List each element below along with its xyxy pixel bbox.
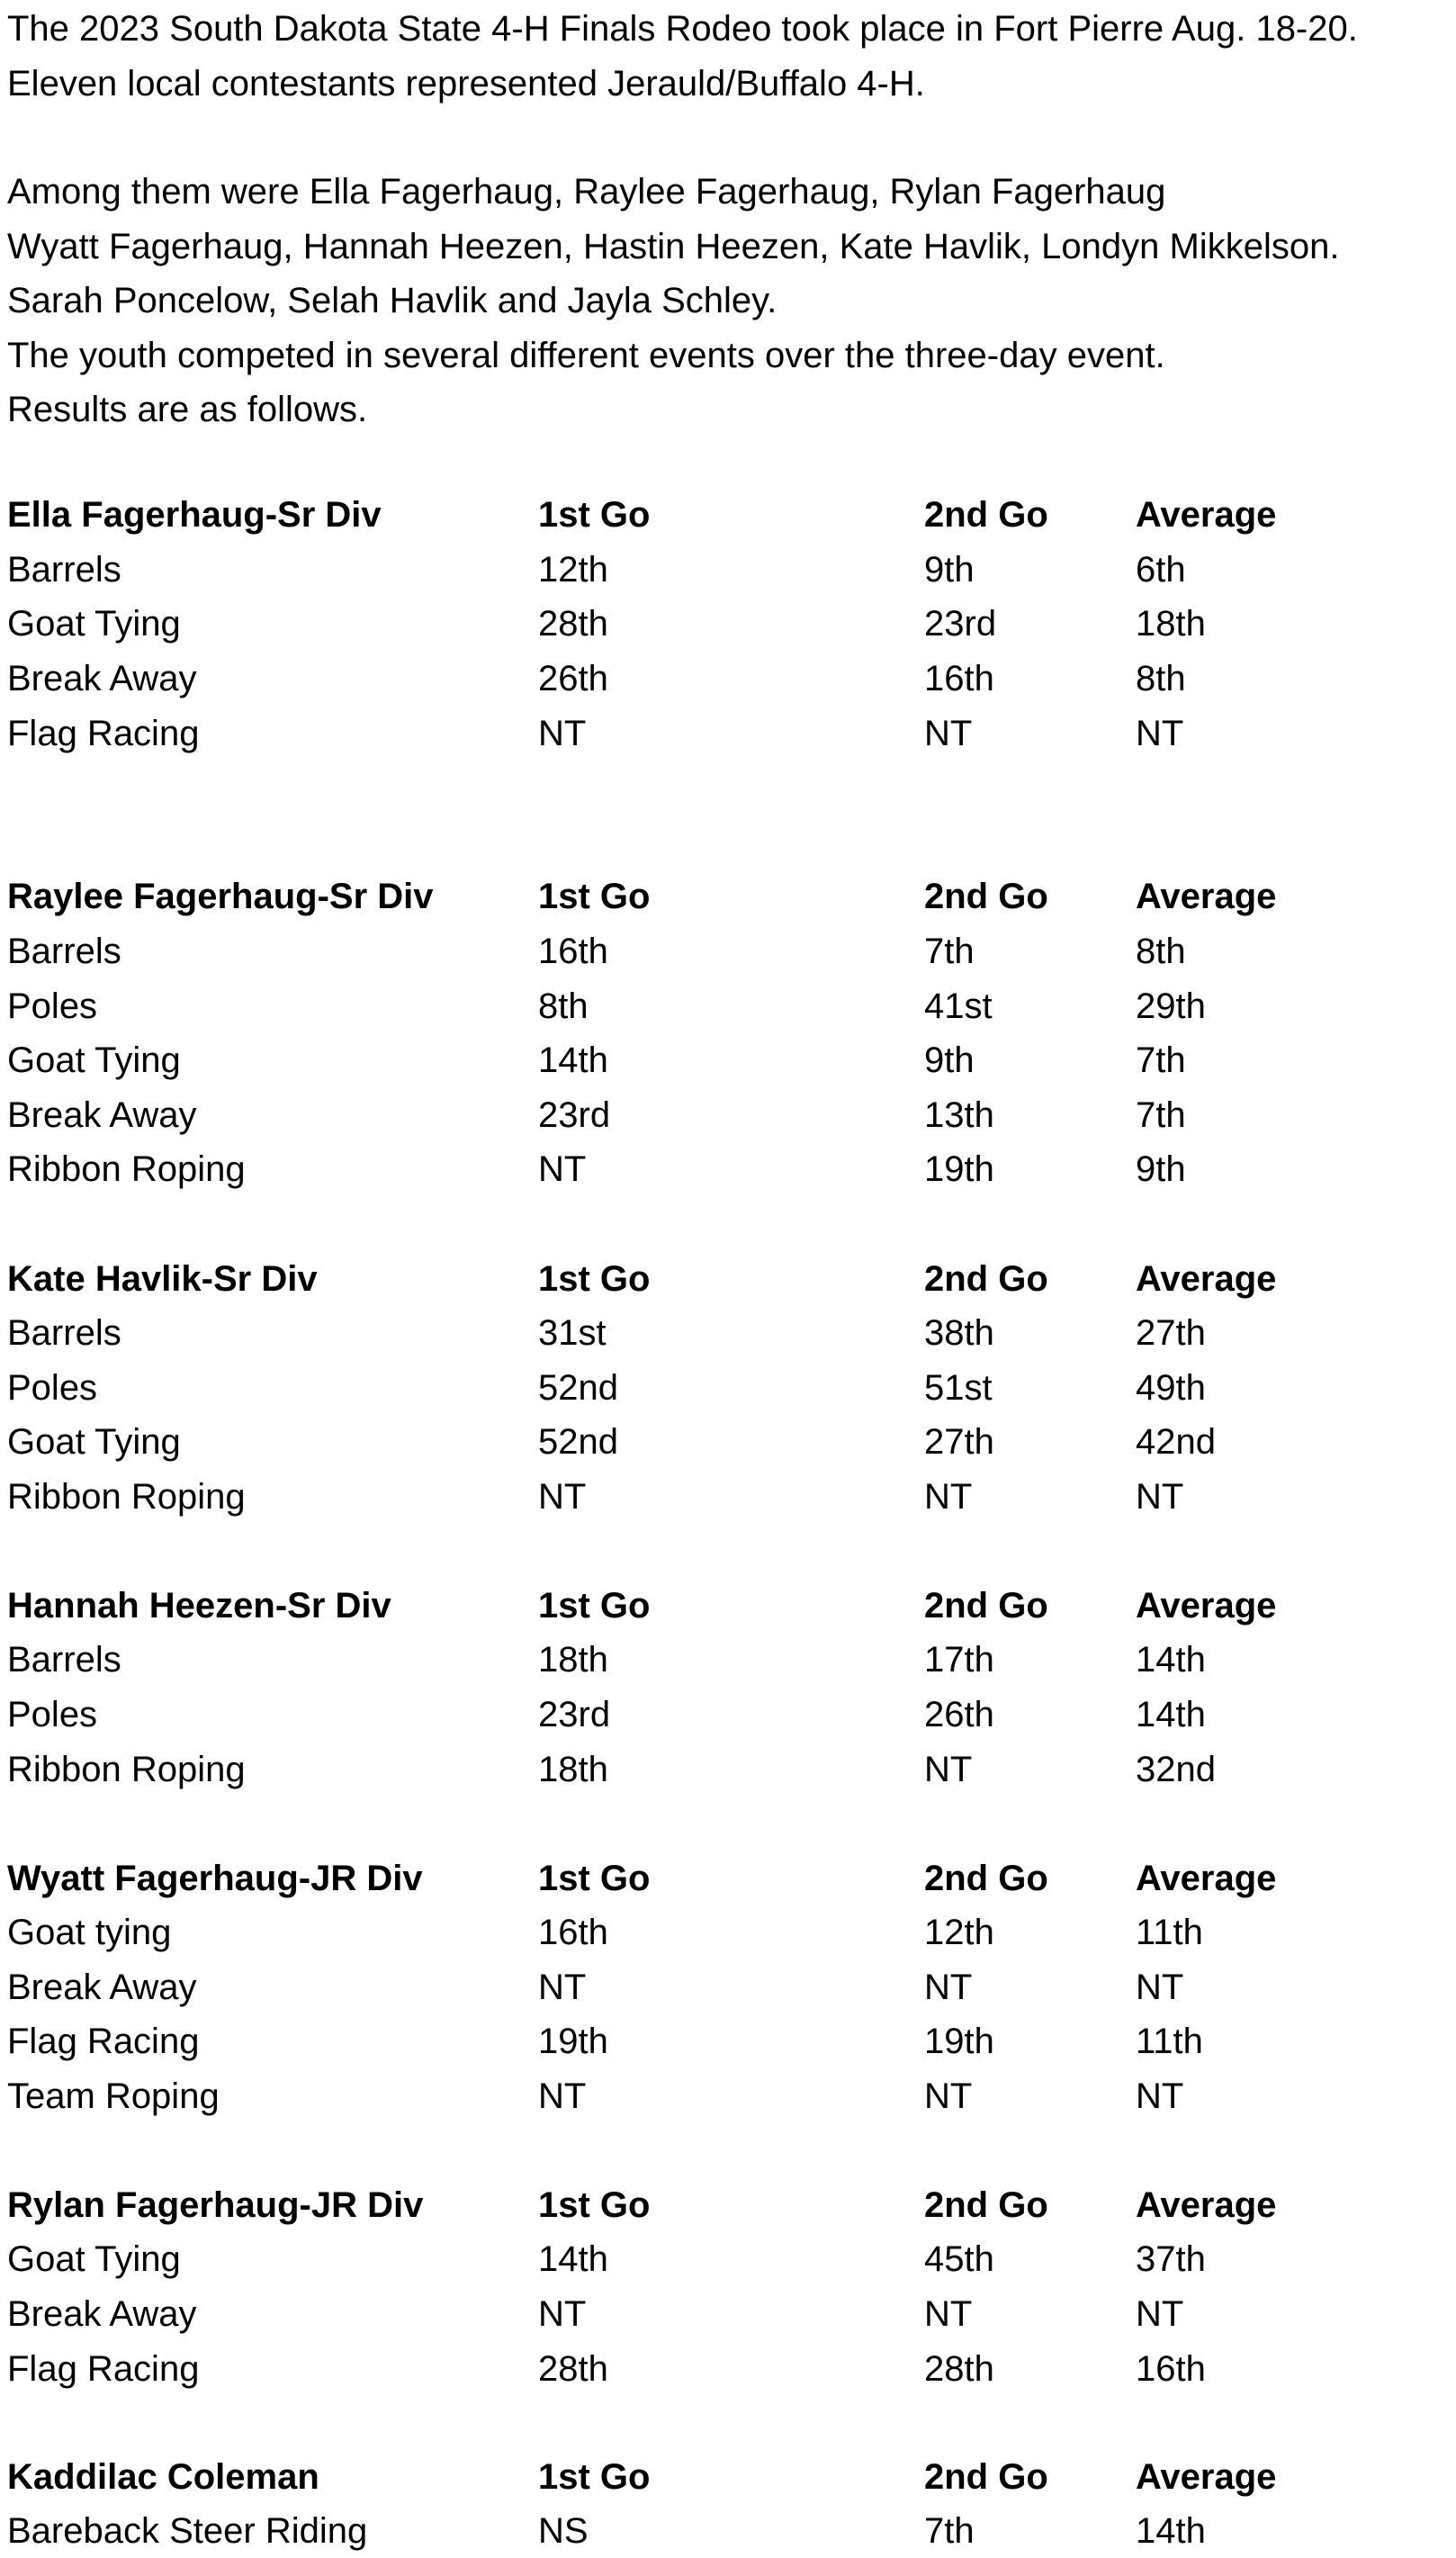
event-name: Break Away bbox=[7, 1968, 197, 2007]
contestant-name: Rylan Fagerhaug-JR Div bbox=[7, 2185, 424, 2225]
event-name: Barrels bbox=[7, 1640, 121, 1680]
event-name: Team Roping bbox=[7, 2076, 220, 2116]
table-row bbox=[7, 1088, 1447, 1142]
col-header-1st-go: 1st Go bbox=[538, 877, 651, 916]
result-average: NT bbox=[1136, 714, 1184, 753]
result-1st-go: 28th bbox=[538, 2349, 608, 2389]
result-average: 6th bbox=[1136, 550, 1186, 590]
col-header-average: Average bbox=[1136, 2185, 1277, 2225]
result-1st-go: NT bbox=[538, 1149, 587, 1189]
table-row bbox=[7, 543, 1447, 597]
result-2nd-go: NT bbox=[924, 1750, 973, 1789]
result-average: NT bbox=[1136, 2294, 1184, 2334]
result-1st-go: 52nd bbox=[538, 1422, 618, 1462]
col-header-2nd-go: 2nd Go bbox=[924, 877, 1048, 916]
event-name: Poles bbox=[7, 1368, 98, 1408]
result-average: NT bbox=[1136, 1477, 1184, 1517]
table-row bbox=[7, 1361, 1447, 1415]
event-name: Barrels bbox=[7, 932, 121, 971]
result-2nd-go: 51st bbox=[924, 1368, 993, 1408]
contestant-name: Kate Havlik-Sr Div bbox=[7, 1259, 318, 1299]
event-name: Bareback Steer Riding bbox=[7, 2511, 368, 2551]
event-name: Ribbon Roping bbox=[7, 1149, 246, 1189]
result-2nd-go: 23rd bbox=[924, 604, 997, 644]
event-name: Break Away bbox=[7, 659, 197, 698]
table-row bbox=[7, 979, 1447, 1033]
result-1st-go: 16th bbox=[538, 1913, 608, 1952]
result-2nd-go: 7th bbox=[924, 2511, 975, 2551]
col-header-2nd-go: 2nd Go bbox=[924, 495, 1048, 535]
result-2nd-go: 45th bbox=[924, 2239, 994, 2279]
result-1st-go: 18th bbox=[538, 1640, 608, 1680]
result-2nd-go: 9th bbox=[924, 550, 975, 590]
result-1st-go: 14th bbox=[538, 1040, 608, 1080]
contestant-name: Wyatt Fagerhaug-JR Div bbox=[7, 1859, 423, 1898]
event-name: Goat tying bbox=[7, 1913, 172, 1952]
section-header-wyatt bbox=[7, 1851, 1447, 1905]
table-row bbox=[7, 1142, 1447, 1196]
event-name: Goat Tying bbox=[7, 1422, 181, 1462]
col-header-average: Average bbox=[1136, 1259, 1277, 1299]
contestant-name: Kaddilac Coleman bbox=[7, 2457, 319, 2497]
intro-paragraph-2 bbox=[7, 165, 1339, 437]
result-average: 11th bbox=[1136, 1913, 1203, 1952]
table-row bbox=[7, 1905, 1447, 1959]
event-name: Goat Tying bbox=[7, 2239, 181, 2279]
event-name: Poles bbox=[7, 1695, 98, 1734]
event-name: Flag Racing bbox=[7, 2349, 200, 2389]
section-header-hannah bbox=[7, 1579, 1447, 1633]
intro-paragraph-1 bbox=[7, 2, 1358, 111]
result-2nd-go: 27th bbox=[924, 1422, 994, 1462]
result-1st-go: 8th bbox=[538, 986, 589, 1026]
result-1st-go: 31st bbox=[538, 1313, 607, 1353]
result-average: 27th bbox=[1136, 1313, 1206, 1353]
event-name: Break Away bbox=[7, 1095, 197, 1135]
table-row bbox=[7, 1743, 1447, 1797]
event-name: Goat Tying bbox=[7, 604, 181, 644]
table-row bbox=[7, 2014, 1447, 2068]
col-header-1st-go: 1st Go bbox=[538, 1259, 651, 1299]
result-average: 14th bbox=[1136, 1695, 1206, 1734]
intro-line: Eleven local contestants represented Jerauld/Buffalo 4-H. bbox=[7, 63, 925, 104]
col-header-average: Average bbox=[1136, 1586, 1277, 1626]
result-average: NT bbox=[1136, 1968, 1184, 2007]
result-2nd-go: NT bbox=[924, 2076, 973, 2116]
table-row bbox=[7, 707, 1447, 761]
result-1st-go: 28th bbox=[538, 604, 608, 644]
result-2nd-go: 19th bbox=[924, 2022, 994, 2061]
result-2nd-go: NT bbox=[924, 714, 973, 753]
contestant-name: Raylee Fagerhaug-Sr Div bbox=[7, 877, 434, 916]
table-row bbox=[7, 1033, 1447, 1087]
result-1st-go: NT bbox=[538, 2294, 587, 2334]
result-1st-go: 23rd bbox=[538, 1695, 611, 1734]
result-1st-go: 19th bbox=[538, 2022, 608, 2061]
result-1st-go: NS bbox=[538, 2511, 589, 2551]
result-2nd-go: 7th bbox=[924, 932, 975, 971]
result-2nd-go: NT bbox=[924, 1477, 973, 1517]
col-header-2nd-go: 2nd Go bbox=[924, 1259, 1048, 1299]
table-row bbox=[7, 1306, 1447, 1360]
table-row bbox=[7, 2504, 1447, 2558]
col-header-average: Average bbox=[1136, 2457, 1277, 2497]
col-header-2nd-go: 2nd Go bbox=[924, 1586, 1048, 1626]
event-name: Break Away bbox=[7, 2294, 197, 2334]
result-average: 18th bbox=[1136, 604, 1206, 644]
result-1st-go: 16th bbox=[538, 932, 608, 971]
contestant-name: Hannah Heezen-Sr Div bbox=[7, 1586, 391, 1626]
result-2nd-go: 13th bbox=[924, 1095, 994, 1135]
event-name: Poles bbox=[7, 986, 98, 1026]
result-average: 49th bbox=[1136, 1368, 1206, 1408]
table-row bbox=[7, 924, 1447, 978]
table-row bbox=[7, 597, 1447, 651]
result-1st-go: NT bbox=[538, 714, 587, 753]
intro-line: Sarah Poncelow, Selah Havlik and Jayla Schley. bbox=[7, 281, 777, 320]
result-average: 42nd bbox=[1136, 1422, 1216, 1462]
result-2nd-go: 28th bbox=[924, 2349, 994, 2389]
result-2nd-go: 12th bbox=[924, 1913, 994, 1952]
result-2nd-go: 16th bbox=[924, 659, 994, 698]
col-header-average: Average bbox=[1136, 495, 1277, 535]
result-2nd-go: NT bbox=[924, 1968, 973, 2007]
section-header-ella bbox=[7, 488, 1447, 542]
col-header-1st-go: 1st Go bbox=[538, 1859, 651, 1898]
col-header-1st-go: 1st Go bbox=[538, 2185, 651, 2225]
event-name: Flag Racing bbox=[7, 714, 200, 753]
result-average: 16th bbox=[1136, 2349, 1206, 2389]
event-name: Ribbon Roping bbox=[7, 1477, 246, 1517]
result-average: 7th bbox=[1136, 1095, 1186, 1135]
table-row bbox=[7, 2342, 1447, 2396]
result-1st-go: 14th bbox=[538, 2239, 608, 2279]
result-2nd-go: 17th bbox=[924, 1640, 994, 1680]
result-1st-go: 23rd bbox=[538, 1095, 611, 1135]
result-1st-go: 12th bbox=[538, 550, 608, 590]
event-name: Ribbon Roping bbox=[7, 1750, 246, 1789]
table-row bbox=[7, 1470, 1447, 1524]
result-average: 14th bbox=[1136, 2511, 1206, 2551]
result-2nd-go: 38th bbox=[924, 1313, 994, 1353]
contestant-name: Ella Fagerhaug-Sr Div bbox=[7, 495, 382, 535]
col-header-average: Average bbox=[1136, 877, 1277, 916]
col-header-1st-go: 1st Go bbox=[538, 495, 651, 535]
section-header-rylan bbox=[7, 2178, 1447, 2232]
table-row bbox=[7, 1415, 1447, 1469]
result-2nd-go: 41st bbox=[924, 986, 993, 1026]
result-1st-go: NT bbox=[538, 1477, 587, 1517]
table-row bbox=[7, 2232, 1447, 2286]
col-header-2nd-go: 2nd Go bbox=[924, 1859, 1048, 1898]
result-average: 32nd bbox=[1136, 1750, 1216, 1789]
event-name: Flag Racing bbox=[7, 2022, 200, 2061]
event-name: Barrels bbox=[7, 550, 121, 590]
result-average: 7th bbox=[1136, 1040, 1186, 1080]
table-row bbox=[7, 1688, 1447, 1742]
result-average: 14th bbox=[1136, 1640, 1206, 1680]
result-2nd-go: 19th bbox=[924, 1149, 994, 1189]
event-name: Goat Tying bbox=[7, 1040, 181, 1080]
section-header-kaddilac bbox=[7, 2450, 1447, 2504]
col-header-2nd-go: 2nd Go bbox=[924, 2185, 1048, 2225]
section-header-raylee bbox=[7, 869, 1447, 923]
result-average: 8th bbox=[1136, 659, 1186, 698]
intro-line: The 2023 South Dakota State 4-H Finals Rodeo took place in Fort Pierre Aug. 18-20. bbox=[7, 9, 1358, 49]
section-header-kate bbox=[7, 1252, 1447, 1306]
result-2nd-go: NT bbox=[924, 2294, 973, 2334]
col-header-1st-go: 1st Go bbox=[538, 1586, 651, 1626]
col-header-average: Average bbox=[1136, 1859, 1277, 1898]
table-row bbox=[7, 2069, 1447, 2123]
result-average: 11th bbox=[1136, 2022, 1203, 2061]
table-row bbox=[7, 2287, 1447, 2341]
result-average: 8th bbox=[1136, 932, 1186, 971]
table-row bbox=[7, 1960, 1447, 2014]
event-name: Barrels bbox=[7, 1313, 121, 1353]
intro-line: Among them were Ella Fagerhaug, Raylee Fagerhaug, Rylan Fagerhaug bbox=[7, 172, 1166, 212]
result-2nd-go: 26th bbox=[924, 1695, 994, 1734]
intro-line: Wyatt Fagerhaug, Hannah Heezen, Hastin Heezen, Kate Havlik, Londyn Mikkelson. bbox=[7, 226, 1340, 266]
result-2nd-go: 9th bbox=[924, 1040, 975, 1080]
intro-line: The youth competed in several different events over the three-day event. bbox=[7, 335, 1165, 375]
intro-line: Results are as follows. bbox=[7, 390, 368, 429]
result-average: NT bbox=[1136, 2076, 1184, 2116]
result-1st-go: NT bbox=[538, 2076, 587, 2116]
result-1st-go: NT bbox=[538, 1968, 587, 2007]
result-1st-go: 18th bbox=[538, 1750, 608, 1789]
result-average: 29th bbox=[1136, 986, 1206, 1026]
col-header-1st-go: 1st Go bbox=[538, 2457, 651, 2497]
result-average: 9th bbox=[1136, 1149, 1186, 1189]
result-average: 37th bbox=[1136, 2239, 1206, 2279]
col-header-2nd-go: 2nd Go bbox=[924, 2457, 1048, 2497]
table-row bbox=[7, 1633, 1447, 1687]
result-1st-go: 52nd bbox=[538, 1368, 618, 1408]
result-1st-go: 26th bbox=[538, 659, 608, 698]
table-row bbox=[7, 652, 1447, 706]
